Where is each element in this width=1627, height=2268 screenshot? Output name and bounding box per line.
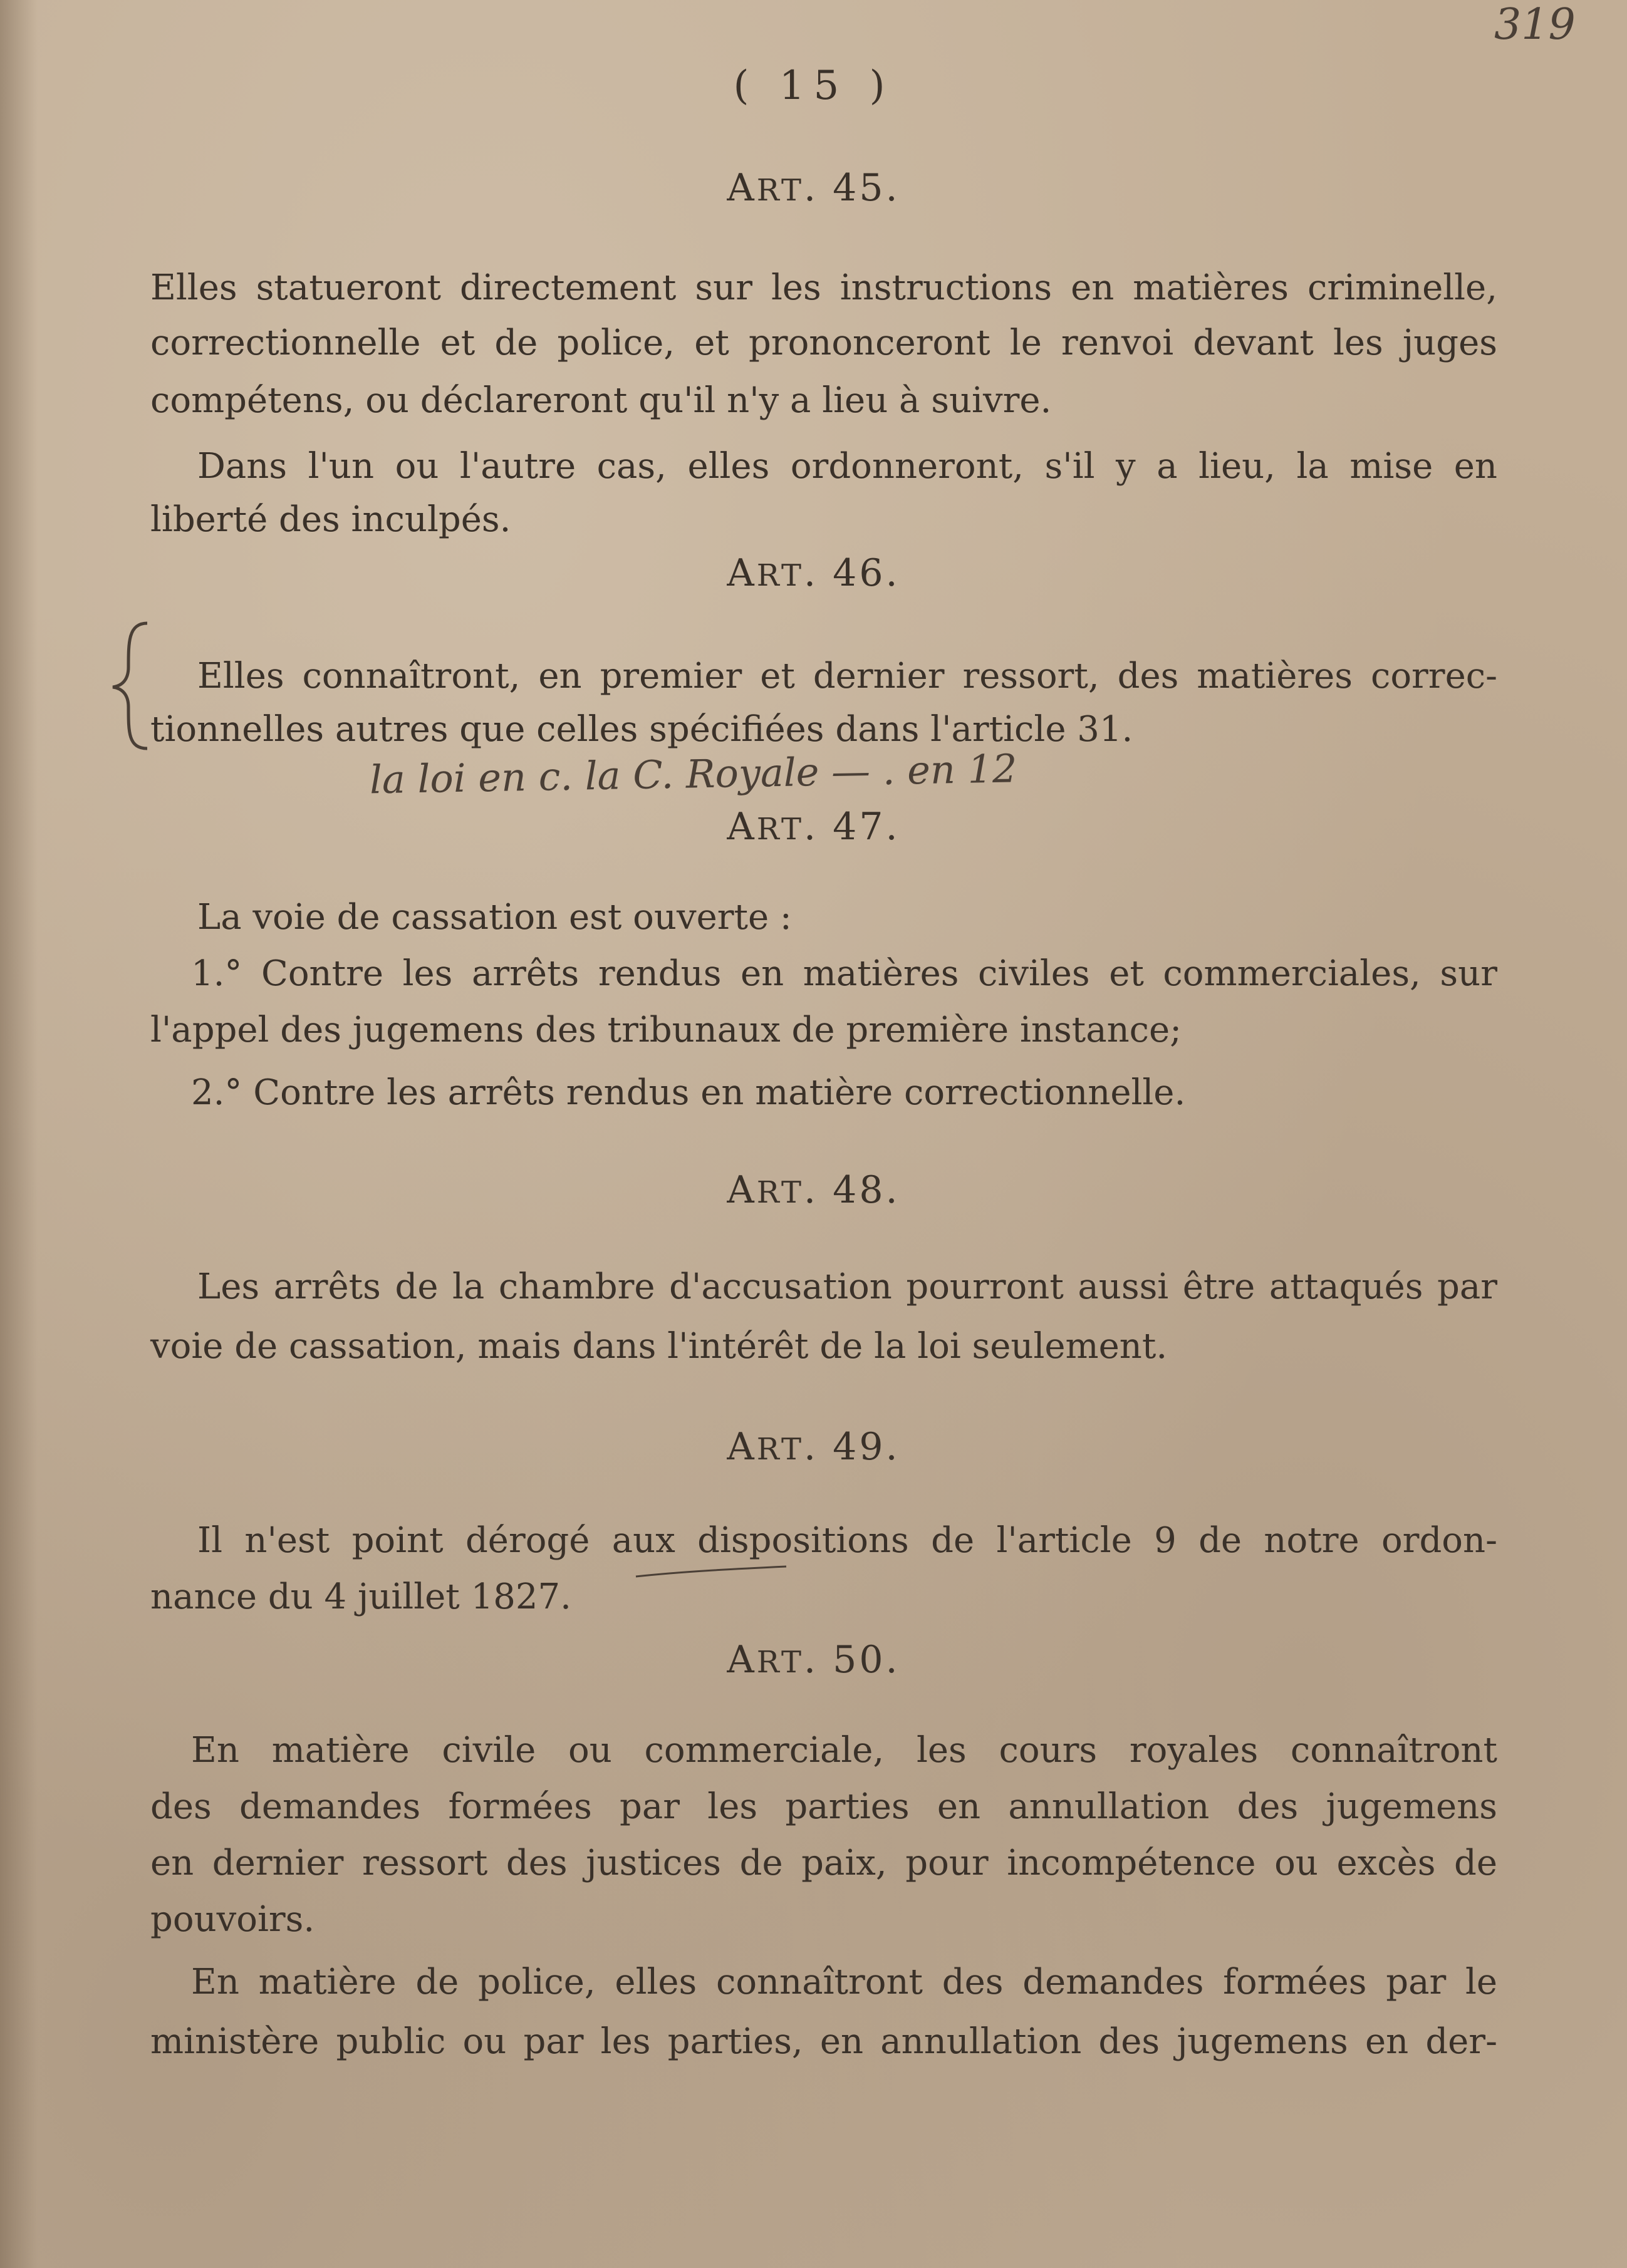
article-45-line-1: Elles statueront directement sur les instructions en matières criminelle, — [150, 267, 1497, 308]
article-45-line-2: correctionnelle et de police, et prononceront le renvoi devant les juges — [150, 323, 1497, 363]
pen-stroke-mark — [633, 1563, 789, 1582]
article-48-line-1: Les arrêts de la chambre d'accusation pourront aussi être attaqués par — [197, 1266, 1497, 1307]
article-45-line-3: compétens, ou déclareront qu'il n'y a lieu à suivre. — [150, 380, 1052, 421]
article-46-line-1: Elles connaîtront, en premier et dernier ressort, des matières correc- — [197, 656, 1497, 696]
folio-number-handwritten: 319 — [1494, 0, 1576, 49]
article-50-line-4: pouvoirs. — [150, 1899, 315, 1940]
article-46-line-2: tionnelles autres que celles spécifiées dans l'article 31. — [150, 709, 1133, 750]
article-47-line-1: La voie de cassation est ouverte : — [197, 897, 792, 938]
article-47-line-4: 2.° Contre les arrêts rendus en matière correctionnelle. — [191, 1072, 1186, 1113]
article-heading-50: ART. 50. — [727, 1638, 900, 1682]
article-50-line-5: En matière de police, elles connaîtront des demandes formées par le — [191, 1962, 1497, 2002]
page-edge-shadow — [0, 0, 38, 2268]
article-49-line-2: nance du 4 juillet 1827. — [150, 1577, 571, 1617]
article-50-line-6: ministère public ou par les parties, en annullation des jugemens en der- — [150, 2021, 1497, 2062]
article-45-line-4: Dans l'un ou l'autre cas, elles ordonneront, s'il y a lieu, la mise en — [197, 446, 1497, 487]
article-heading-46: ART. 46. — [727, 551, 900, 595]
article-48-line-2: voie de cassation, mais dans l'intérêt de la loi seulement. — [150, 1326, 1168, 1367]
article-47-line-2: 1.° Contre les arrêts rendus en matières civiles et commerciales, sur — [191, 953, 1497, 994]
article-45-line-5: liberté des inculpés. — [150, 499, 511, 540]
article-47-line-3: l'appel des jugemens des tribunaux de première instance; — [150, 1010, 1182, 1050]
page-number: ( 15 ) — [733, 63, 894, 109]
handwritten-margin-note: la loi en c. la C. Royale — . en 12 — [369, 745, 1017, 803]
article-heading-49: ART. 49. — [727, 1425, 900, 1469]
article-50-line-2: des demandes formées par les parties en annullation des jugemens — [150, 1786, 1497, 1827]
article-49-line-1: Il n'est point dérogé aux dispositions de l'article 9 de notre ordon- — [197, 1520, 1497, 1561]
article-heading-47: ART. 47. — [727, 805, 900, 849]
article-heading-45: ART. 45. — [727, 166, 900, 210]
article-heading-48: ART. 48. — [727, 1168, 900, 1212]
article-50-line-1: En matière civile ou commerciale, les cours royales connaîtront — [191, 1730, 1497, 1771]
article-50-line-3: en dernier ressort des justices de paix, pour incompétence ou excès de — [150, 1843, 1497, 1883]
